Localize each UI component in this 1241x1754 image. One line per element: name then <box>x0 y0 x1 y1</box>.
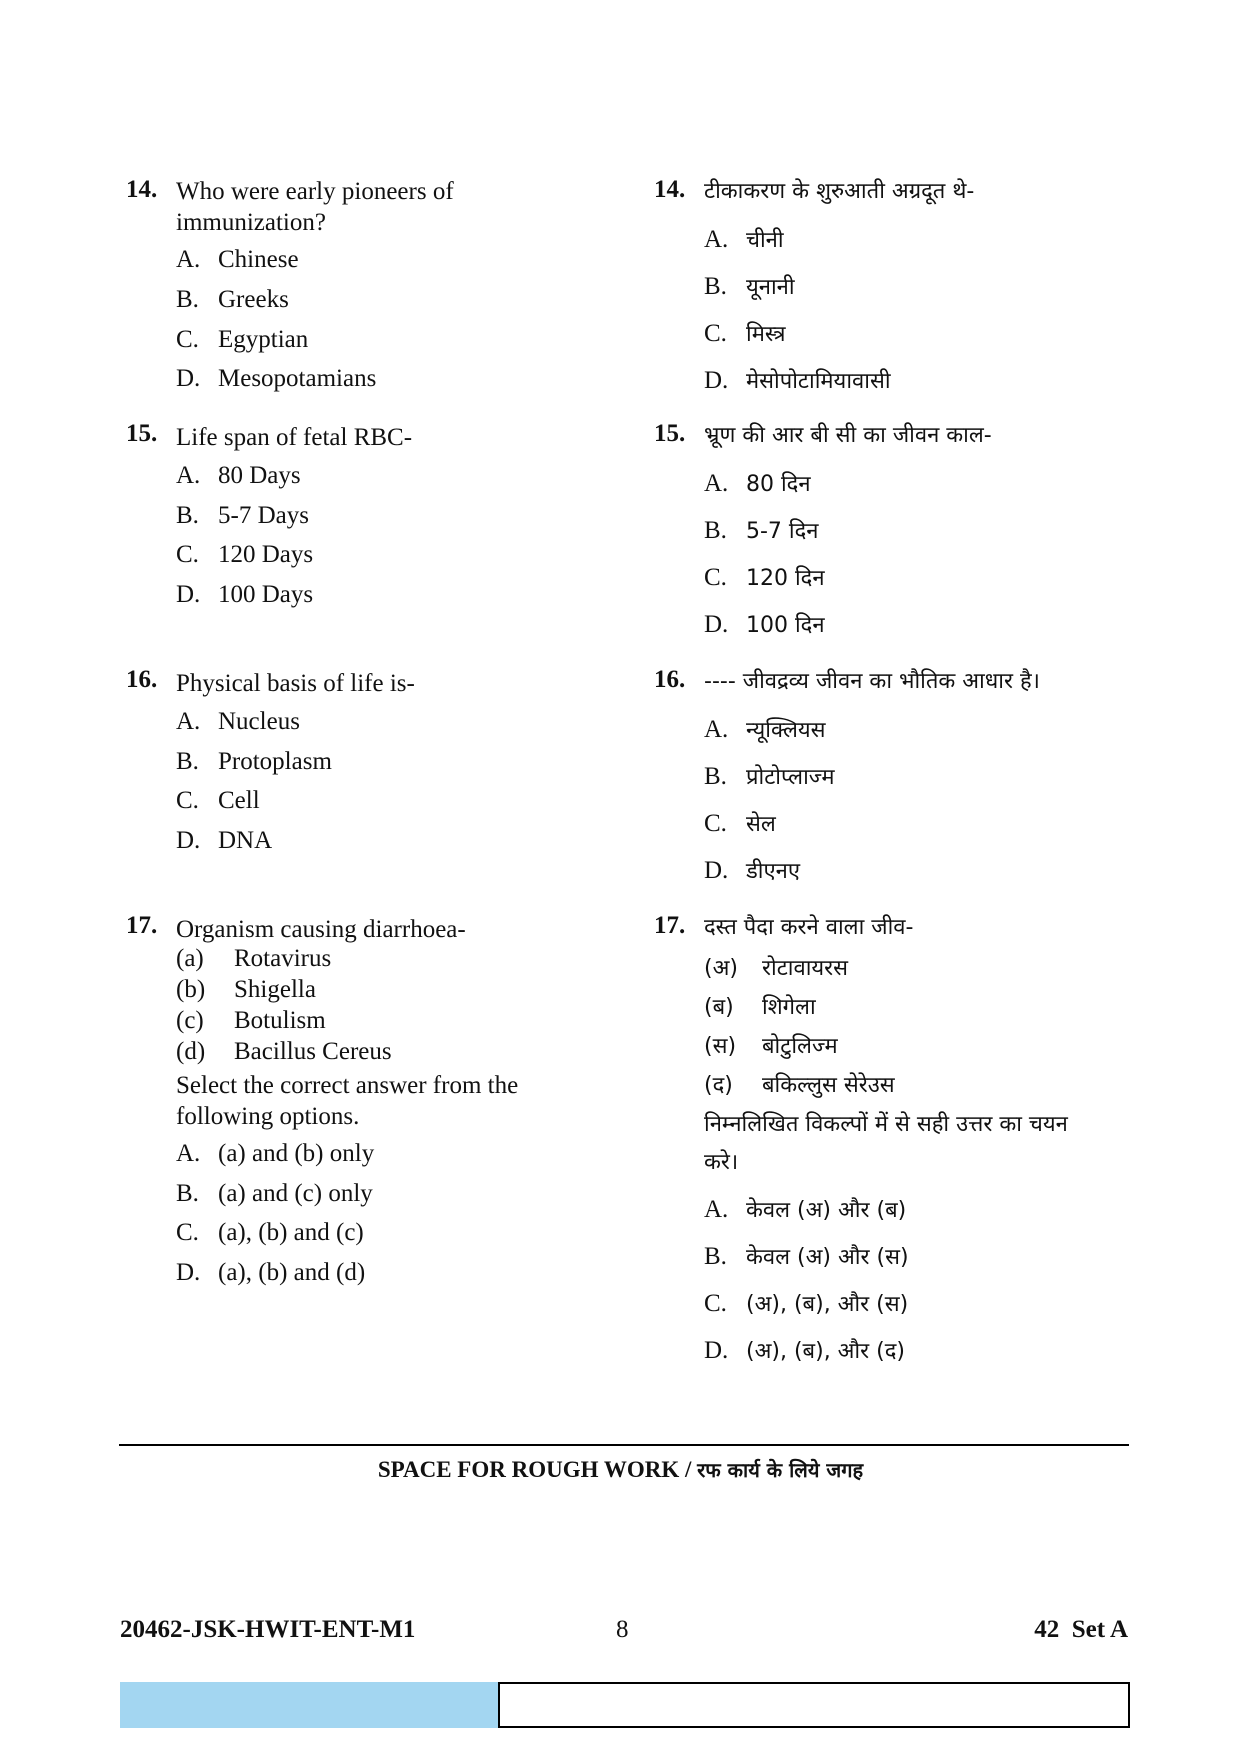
question-number: 17. <box>126 912 158 939</box>
question-text: दस्त पैदा करने वाला जीव- <box>704 915 914 940</box>
sub-item-c: (स) बोटुलिज्म <box>704 1034 838 1059</box>
question-text: Organism causing diarrhoea- <box>176 916 466 943</box>
option-d[interactable]: D. DNA <box>176 827 273 854</box>
question-number: 14. <box>126 176 158 203</box>
option-d[interactable]: D. 100 Days <box>176 581 314 608</box>
option-a[interactable]: A. 80 Days <box>176 462 301 489</box>
question-text: Who were early pioneers of immunization? <box>176 178 454 236</box>
option-b[interactable]: B. Greeks <box>176 286 289 313</box>
option-a[interactable]: A. न्यूक्लियस <box>704 716 826 743</box>
option-c[interactable]: C. मिस्त्र <box>704 320 786 347</box>
instruction-text: Select the correct answer from the following options. <box>176 1072 519 1130</box>
option-c[interactable]: C. (अ), (ब), और (स) <box>704 1290 909 1317</box>
question-text: Life span of fetal RBC- <box>176 424 413 451</box>
option-d[interactable]: D. मेसोपोटामियावासी <box>704 367 891 394</box>
footer-outlined-box <box>498 1682 1130 1728</box>
option-b[interactable]: B. यूनानी <box>704 273 795 300</box>
option-a[interactable]: A. Nucleus <box>176 708 300 735</box>
sub-item-c: (c) Botulism <box>176 1007 326 1034</box>
question-text: भ्रूण की आर बी सी का जीवन काल- <box>704 423 992 448</box>
sub-item-b: (ब) शिगेला <box>704 995 816 1020</box>
sub-item-a: (a) Rotavirus <box>176 945 332 972</box>
option-b[interactable]: B. 5-7 दिन <box>704 517 819 544</box>
question-number: 17. <box>654 912 686 939</box>
option-d[interactable]: D. 100 दिन <box>704 611 825 638</box>
sub-item-d: (d) Bacillus Cereus <box>176 1038 392 1065</box>
sub-item-b: (b) Shigella <box>176 976 316 1003</box>
option-c[interactable]: C. Egyptian <box>176 326 309 353</box>
question-text: टीकाकरण के शुरुआती अग्रदूत थे- <box>704 179 975 204</box>
option-d[interactable]: D. डीएनए <box>704 857 801 884</box>
option-d[interactable]: D. Mesopotamians <box>176 365 377 392</box>
paper-code: 20462-JSK-HWIT-ENT-M1 <box>120 1616 416 1643</box>
option-c[interactable]: C. 120 Days <box>176 541 314 568</box>
option-d[interactable]: D. (a), (b) and (d) <box>176 1259 366 1286</box>
sub-item-d: (द) बकिल्लुस सेरेउस <box>704 1073 895 1098</box>
option-b[interactable]: B. 5-7 Days <box>176 502 309 529</box>
question-number: 15. <box>126 420 158 447</box>
sub-item-a: (अ) रोटावायरस <box>704 956 849 981</box>
option-a[interactable]: A. केवल (अ) और (ब) <box>704 1196 907 1223</box>
question-number: 15. <box>654 420 686 447</box>
option-c[interactable]: C. Cell <box>176 787 260 814</box>
footer-blue-bar <box>120 1682 498 1728</box>
option-a[interactable]: A. 80 दिन <box>704 470 811 497</box>
option-c[interactable]: C. 120 दिन <box>704 564 825 591</box>
question-number: 14. <box>654 176 686 203</box>
option-b[interactable]: B. Protoplasm <box>176 748 332 775</box>
option-c[interactable]: C. सेल <box>704 810 776 837</box>
option-b[interactable]: B. केवल (अ) और (स) <box>704 1243 909 1270</box>
rough-work-divider <box>119 1444 1129 1446</box>
set-label: 42 Set A <box>1034 1616 1128 1643</box>
question-number: 16. <box>654 666 686 693</box>
question-number: 16. <box>126 666 158 693</box>
instruction-text: निम्नलिखित विकल्पों में से सही उत्तर का चयन करे। <box>704 1112 1068 1175</box>
option-a[interactable]: A. चीनी <box>704 226 784 253</box>
page-number: 8 <box>616 1616 629 1643</box>
option-d[interactable]: D. (अ), (ब), और (द) <box>704 1337 906 1364</box>
question-text: Physical basis of life is- <box>176 670 415 697</box>
option-a[interactable]: A. Chinese <box>176 246 299 273</box>
option-b[interactable]: B. प्रोटोप्लाज्म <box>704 763 835 790</box>
option-a[interactable]: A. (a) and (b) only <box>176 1140 375 1167</box>
rough-work-heading: SPACE FOR ROUGH WORK / रफ कार्य के लिये जगह <box>377 1457 864 1482</box>
option-c[interactable]: C. (a), (b) and (c) <box>176 1219 364 1246</box>
question-text: ---- जीवद्रव्य जीवन का भौतिक आधार है। <box>704 669 1041 694</box>
option-b[interactable]: B. (a) and (c) only <box>176 1180 373 1207</box>
